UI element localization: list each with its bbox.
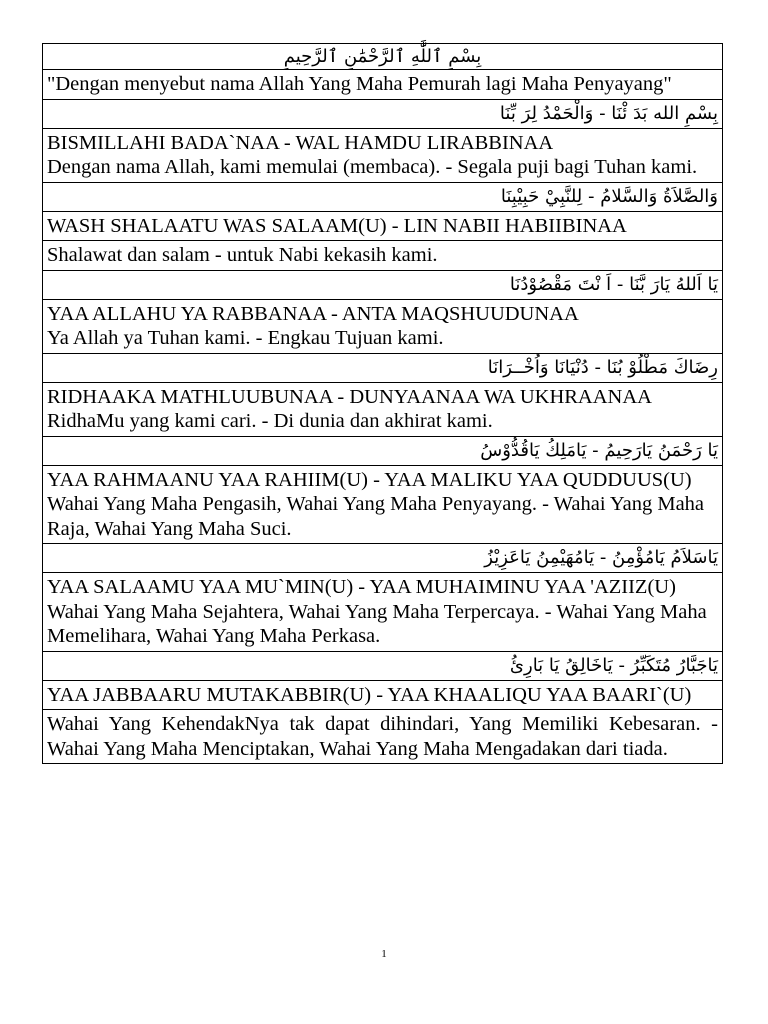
verse-latin-cell (43, 465, 723, 544)
verse-arabic-row (43, 270, 723, 299)
translation-text: Wahai Yang KehendakNya tak dapat dihindari, Yang Memiliki Kebesaran. - Wahai Yang Maha Menciptakan, Wahai Yang Maha Mengadakan dari tiada. (47, 713, 718, 760)
prayer-table (42, 43, 723, 764)
transliteration-text: YAA ALLAHU YA RABBANAA - ANTA MAQSHUUDUNAA (47, 302, 579, 325)
verse-arabic-row (43, 651, 723, 680)
arabic-text: بِسْمِ الله بَدَ ئْنَا - وَالْحَمْدُ لِرَ بِّنَا (43, 99, 723, 128)
verse-latin-cell (43, 241, 723, 271)
arabic-text: يَاسَلاَمُ يَامُؤْمِنُ - يَامُهَيْمِنُ يَاعَزِيْزُ (43, 544, 723, 573)
verse-latin-row (43, 465, 723, 544)
translation-text: Ya Allah ya Tuhan kami. - Engkau Tujuan kami. (47, 327, 444, 349)
verse-translation-row (43, 710, 723, 764)
verse-latin-cell (43, 382, 723, 436)
verse-arabic-row (43, 544, 723, 573)
verse-latin-row (43, 573, 723, 652)
verse-latin-cell (43, 680, 723, 710)
transliteration-text: RIDHAAKA MATHLUUBUNAA - DUNYAANAA WA UKHRAANAA (47, 385, 652, 408)
translation-text: Wahai Yang Maha Pengasih, Wahai Yang Maha Penyayang. - Wahai Yang Maha Raja, Wahai Yang Maha Suci. (47, 493, 705, 540)
verse-transliteration-row (43, 211, 723, 241)
verse-latin-cell (43, 573, 723, 652)
verse-latin-row (43, 299, 723, 353)
verse-arabic-row (43, 353, 723, 382)
translation-text: RidhaMu yang kami cari. - Di dunia dan akhirat kami. (47, 410, 493, 432)
verse-arabic-row (43, 99, 723, 128)
translation-text: Dengan nama Allah, kami memulai (membaca). - Segala puji bagi Tuhan kami. (47, 156, 698, 178)
verse-arabic-row (43, 182, 723, 211)
transliteration-text: YAA RAHMAANU YAA RAHIIM(U) - YAA MALIKU YAA QUDDUUS(U) (47, 468, 692, 491)
verse-latin-cell (43, 211, 723, 241)
opening-translation-row (43, 70, 723, 100)
translation-text (43, 70, 723, 100)
verse-arabic-row (43, 436, 723, 465)
arabic-text: وَالصَّلاَةُ وَالسَّلامُ - لِلنَّبِيْ حَبِيْبِنَا (43, 182, 723, 211)
verse-transliteration-row (43, 680, 723, 710)
transliteration-text: BISMILLAHI BADA`NAA - WAL HAMDU LIRABBINAA (47, 131, 554, 154)
transliteration-text: YAA SALAAMU YAA MU`MIN(U) - YAA MUHAIMINU YAA 'AZIIZ(U) (47, 576, 676, 598)
verse-latin-row (43, 382, 723, 436)
page-number: 1 (381, 948, 387, 960)
transliteration-text: YAA JABBAARU MUTAKABBIR(U) - YAA KHAALIQU YAA BAARI`(U) (47, 683, 692, 706)
verse-latin-cell (43, 299, 723, 353)
arabic-text: رِضَاكَ مَطْلُوْ بُنَا - دُنْيَانَا وَاُخْــرَانَا (43, 353, 723, 382)
translation-text: Wahai Yang Maha Sejahtera, Wahai Yang Maha Terpercaya. - Wahai Yang Maha Memelihara, Wahai Yang Maha Perkasa. (47, 600, 707, 647)
opening-arabic-row (43, 44, 723, 70)
translation-line: "Dengan menyebut nama Allah Yang Maha Pemurah lagi Maha Penyayang" (47, 73, 672, 95)
arabic-text: يَا اَللهُ يَارَ بَّنَا - اَ نْتَ مَقْصُوْدُنَا (43, 270, 723, 299)
arabic-text: يَاجَبَّارُ مُتَكَبِّرُ - يَاخَالِقُ يَا بَارِئُ (43, 651, 723, 680)
verse-latin-cell (43, 128, 723, 182)
arabic-text: بِسْمِ ٱللَّٰهِ ٱلرَّحْمَٰنِ ٱلرَّحِيمِ (43, 44, 723, 70)
arabic-text: يَا رَحْمَنُ يَارَحِيمُ - يَامَلِكُ يَاقُدُّوْسُ (43, 436, 723, 465)
verse-latin-row (43, 128, 723, 182)
verse-translation-row (43, 241, 723, 271)
transliteration-text: WASH SHALAATU WAS SALAAM(U) - LIN NABII HABIIBINAA (47, 214, 627, 237)
verse-latin-cell (43, 710, 723, 764)
translation-text: Shalawat dan salam - untuk Nabi kekasih kami. (47, 244, 438, 266)
